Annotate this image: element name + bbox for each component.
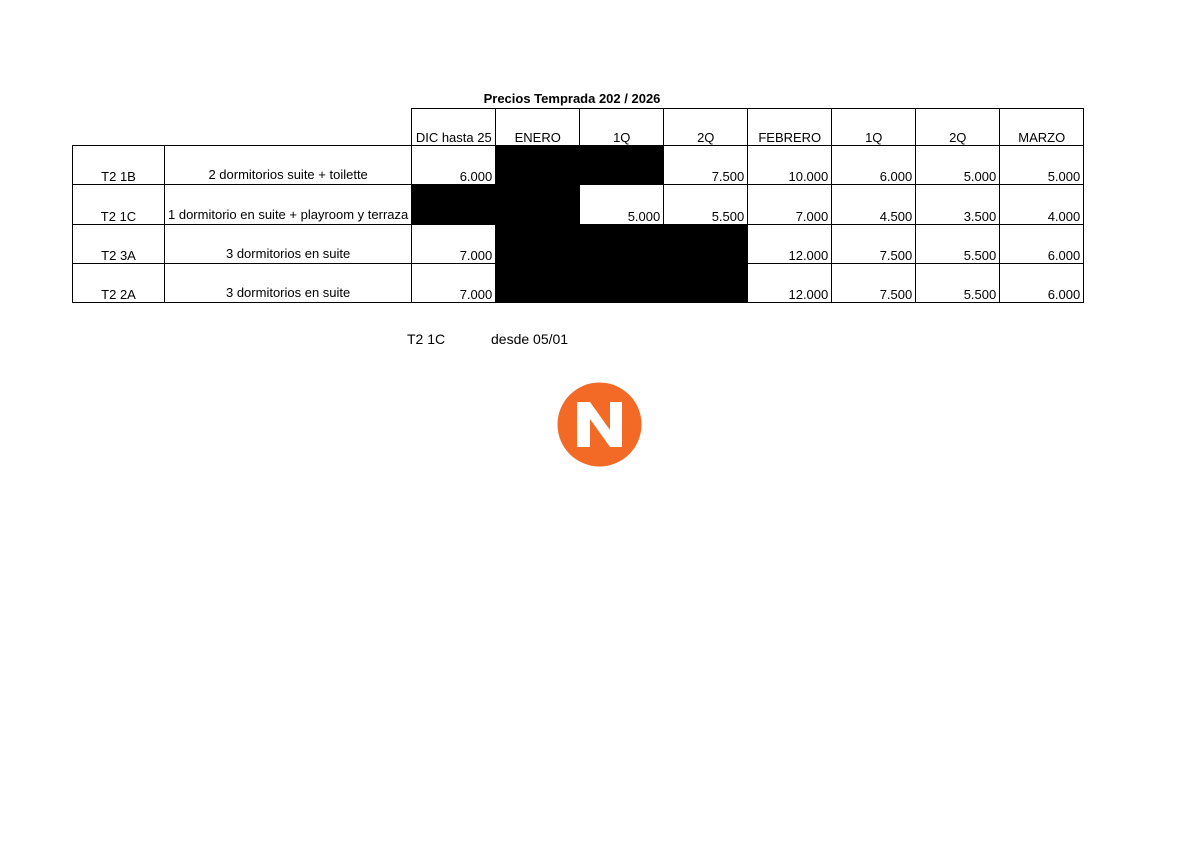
column-header: ENERO: [496, 109, 580, 146]
price-cell: 5.000: [916, 146, 1000, 185]
unit-code-cell: T2 1C: [73, 185, 165, 225]
column-header: MARZO: [1000, 109, 1084, 146]
unavailable-cell: [496, 185, 580, 225]
unit-description-cell: 3 dormitorios en suite: [165, 225, 412, 264]
table-row: [73, 146, 1084, 185]
price-cell: 4.000: [1000, 185, 1084, 225]
price-cell: 7.500: [664, 146, 748, 185]
price-cell: 12.000: [748, 225, 832, 264]
price-cell: 7.000: [412, 264, 496, 303]
price-cell: 6.000: [1000, 264, 1084, 303]
unit-code-cell: T2 3A: [73, 225, 165, 264]
price-cell: 6.000: [832, 146, 916, 185]
unit-description-cell: 1 dormitorio en suite + playroom y terraza: [165, 185, 412, 225]
unavailable-cell: [496, 146, 580, 185]
table-row: [73, 185, 1084, 225]
column-header: 1Q: [580, 109, 664, 146]
price-cell: 7.000: [412, 225, 496, 264]
column-header: FEBRERO: [748, 109, 832, 146]
unit-code-cell: T2 2A: [73, 264, 165, 303]
table-title: Precios Temprada 202 / 2026: [483, 91, 661, 106]
table-row: [73, 225, 1084, 264]
price-cell: 6.000: [412, 146, 496, 185]
unavailable-cell: [664, 225, 748, 264]
unavailable-cell: [664, 264, 748, 303]
blank-corner-cell: [73, 109, 165, 146]
price-cell: 5.000: [580, 185, 664, 225]
unavailable-cell: [580, 146, 664, 185]
price-cell: 5.500: [916, 264, 1000, 303]
price-cell: 10.000: [748, 146, 832, 185]
price-cell: 4.500: [832, 185, 916, 225]
unavailable-cell: [580, 225, 664, 264]
note-date-text: desde 05/01: [491, 331, 569, 347]
header-row: [73, 109, 1084, 146]
price-cell: 7.500: [832, 264, 916, 303]
price-table: [72, 108, 1084, 303]
price-cell: 5.000: [1000, 146, 1084, 185]
column-header: 2Q: [664, 109, 748, 146]
price-cell: 5.500: [916, 225, 1000, 264]
unavailable-cell: [496, 264, 580, 303]
price-cell: 3.500: [916, 185, 1000, 225]
price-cell: 12.000: [748, 264, 832, 303]
price-cell: 5.500: [664, 185, 748, 225]
unavailable-cell: [580, 264, 664, 303]
unit-description-cell: 2 dormitorios suite + toilette: [165, 146, 412, 185]
price-cell: 7.000: [748, 185, 832, 225]
unit-code-cell: T2 1B: [73, 146, 165, 185]
blank-corner-cell: [165, 109, 412, 146]
column-header: 2Q: [916, 109, 1000, 146]
column-header: 1Q: [832, 109, 916, 146]
price-cell: 7.500: [832, 225, 916, 264]
n-logo-icon: [557, 382, 642, 467]
unit-description-cell: 3 dormitorios en suite: [165, 264, 412, 303]
note-unit-code: T2 1C: [407, 331, 446, 347]
column-header: DIC hasta 25: [412, 109, 496, 146]
price-cell: 6.000: [1000, 225, 1084, 264]
unavailable-cell: [412, 185, 496, 225]
unavailable-cell: [496, 225, 580, 264]
table-row: [73, 264, 1084, 303]
